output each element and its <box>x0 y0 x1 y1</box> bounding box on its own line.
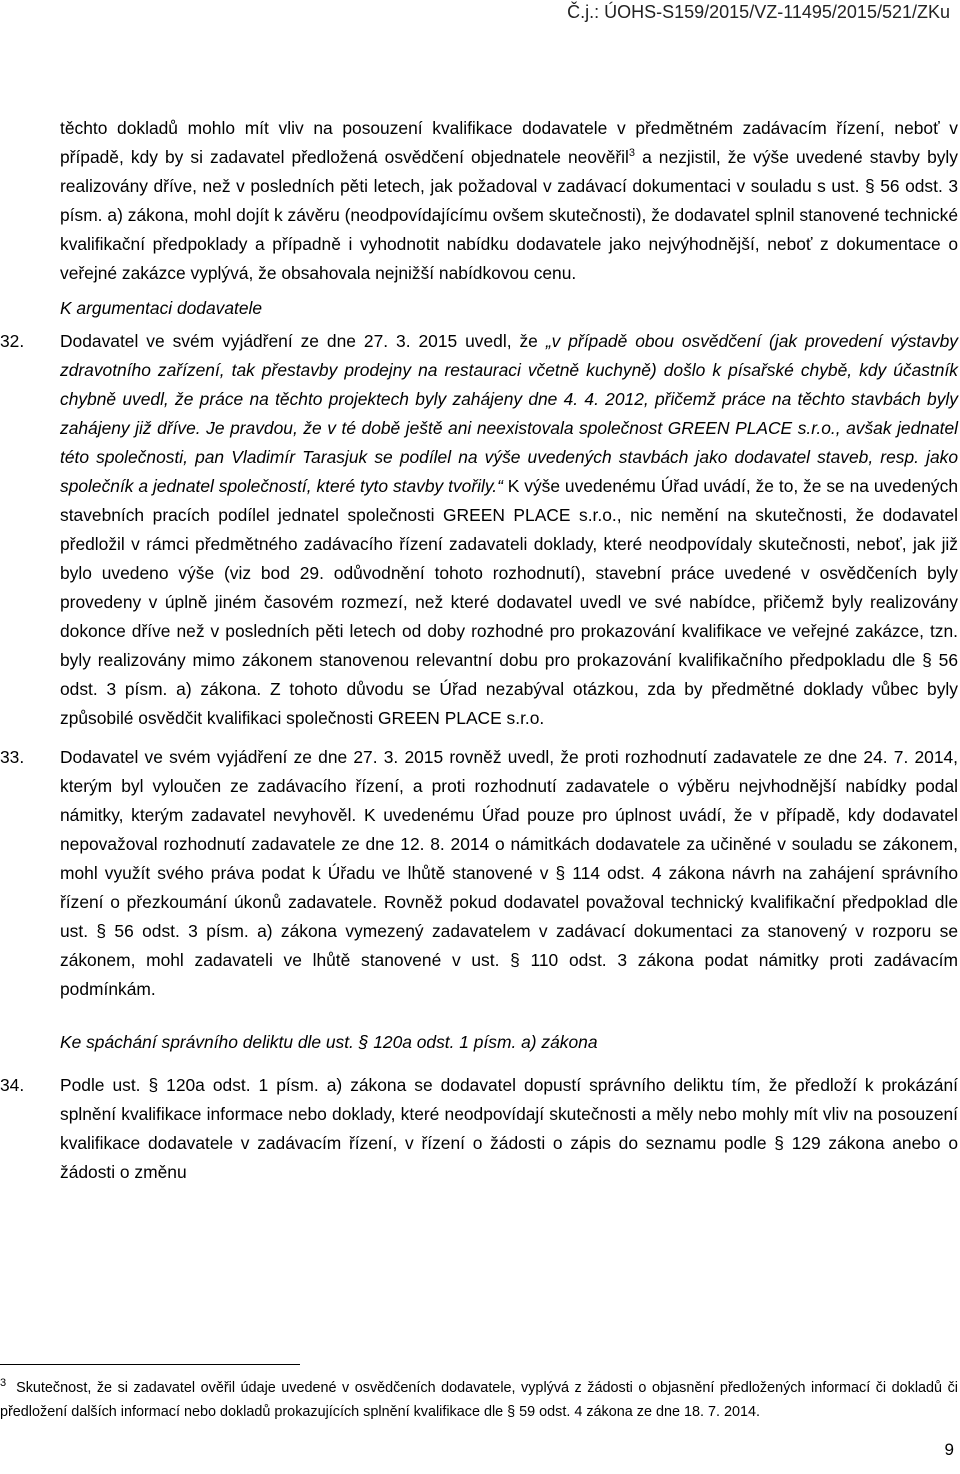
footnote-mark: 3 <box>0 1377 7 1390</box>
p34-text: Podle ust. § 120a odst. 1 písm. a) zákona se dodavatel dopustí správního deliktu tím, že předloží k prokázání splnění kvalifikace informace nebo doklady, které neodpovídají skutečnosti a měly nebo mohly mít vliv na posouzení kvalifikace dodavatele v zadávacím řízení, v řízení o žádosti o zápis do seznamu podle § 129 zákona anebo o žádosti o změnu <box>60 1075 958 1182</box>
p32-text-a: Dodavatel ve svém vyjádření ze dne 27. 3. 2015 uvedl, že <box>60 331 546 351</box>
paragraph-33 <box>0 743 958 1004</box>
paragraph-number: 33. <box>0 747 25 767</box>
paragraph-number: 34. <box>0 1075 25 1095</box>
page-number: 9 <box>944 1440 954 1459</box>
section-heading-argumentation: K argumentaci dodavatele <box>60 298 263 318</box>
document-body <box>0 114 958 1187</box>
section-heading-offence: Ke spáchání správního deliktu dle ust. § 120a odst. 1 písm. a) zákona <box>60 1032 598 1052</box>
paragraph-34 <box>0 1071 958 1187</box>
intro-text-b: a nezjistil, že výše uvedené stavby byly realizovány dříve, než v posledních pěti letech, jak požadoval v zadávací dokumentaci v souladu s ust. § 56 odst. 3 písm. a) zákona, mohl dojít k závěru (neodpovídajícímu ovšem skutečnosti), že dodavatel splnil stanovené technické kvalifikační předpoklady a případně i vyhodnotit nabídku dodavatele jako nejvýhodnější, neboť z dokumentace o veřejné zakázce vyplývá, že obsahovala nejnižší nabídkovou cenu. <box>60 147 958 283</box>
intro-paragraph <box>60 114 958 288</box>
paragraph-32 <box>0 327 958 733</box>
footnote-text: Skutečnost, že si zadavatel ověřil údaje uvedené v osvědčeních dodavatele, vyplývá z žádosti o objasnění předložených informací či dokladů či předložení dalších informací nebo dokladů prokazujících splnění kvalifikace dle § 59 odst. 4 zákona ze dne 18. 7. 2014. <box>0 1380 958 1420</box>
p33-text: Dodavatel ve svém vyjádření ze dne 27. 3. 2015 rovněž uvedl, že proti rozhodnutí zadavatele ze dne 24. 7. 2014, kterým byl vyloučen ze zadávacího řízení, a proti rozhodnutí zadavatele o výběru nejvhodnější nabídky podal námitky, kterým zadavatel nevyhověl. K uvedenému Úřad pouze pro úplnost uvádí, že v případě, kdy dodavatel nepovažoval rozhodnutí zadavatele ze dne 12. 8. 2014 o námitkách dodavatele za učiněné v souladu se zákonem, mohl využít svého práva podat k Úřadu ve lhůtě stanovené v § 114 odst. 4 zákona návrh na zahájení správního řízení o přezkoumání úkonů zadavatele. Rovněž pokud dodavatel považoval technický kvalifikační předpoklad dle ust. § 56 odst. 3 písm. a) zákona vymezený zadavatelem v zadávací dokumentaci za stanovený v rozporu se zákonem, mohl zadavateli ve lhůtě stanovené v ust. § 110 odst. 3 zákona podat námitky proti zadávacím podmínkám. <box>60 747 958 999</box>
document-reference: Č.j.: ÚOHS-S159/2015/VZ-11495/2015/521/ZKu <box>567 2 950 22</box>
footnote <box>0 1376 958 1424</box>
p32-text-b: K výše uvedenému Úřad uvádí, že to, že se na uvedených stavebních pracích podílel jednatel společnosti GREEN PLACE s.r.o., nic nemění na skutečnosti, že dodavatel předložil v rámci předmětného zadávacího řízení zadavateli doklady, které neodpovídaly skutečnosti, neboť, jak již bylo uvedeno výše (viz bod 29. odůvodnění tohoto rozhodnutí), stavební práce uvedené v osvědčeních byly provedeny v úplně jiném časovém rozmezí, než které dodavatel uvedl ve své nabídce, přičemž byly realizovány dokonce dříve než v posledních pěti letech od doby rozhodné pro prokazování kvalifikace ve veřejné zakázce, tzn. byly realizovány mimo zákonem stanovenou relevantní dobu pro prokazování kvalifikačního předpokladu dle § 56 odst. 3 písm. a) zákona. Z tohoto důvodu se Úřad nezabýval otázkou, zda by předmětné doklady vůbec byly způsobilé osvědčit kvalifikaci společnosti GREEN PLACE s.r.o. <box>60 476 958 728</box>
paragraph-number: 32. <box>0 331 25 351</box>
p32-quote: „v případě obou osvědčení (jak provedení výstavby zdravotního zařízení, tak přestavby prodejny na restauraci včetně kuchyně) došlo k písařské chybě, kdy účastník chybně uvedl, že práce na těchto projektech byly zahájeny dne 4. 4. 2012, přičemž práce na těchto stavbách byly zahájeny již dříve. Je pravdou, že v té době ještě ani neexistovala společnost GREEN PLACE s.r.o., avšak jednatel této společnosti, pan Vladimír Tarasjuk se podílel na výše uvedených stavbách jako dodavatel staveb, resp. jako společník a jednatel společností, které tyto stavby tvořily.“ <box>60 331 958 496</box>
intro-text-a: těchto dokladů mohlo mít vliv na posouzení kvalifikace dodavatele v předmětném zadávacím řízení, neboť v případě, kdy by si zadavatel předložená osvědčení objednatele neověřil <box>60 118 958 167</box>
footnote-divider <box>0 1364 300 1365</box>
footnote-reference[interactable]: 3 <box>628 147 636 160</box>
